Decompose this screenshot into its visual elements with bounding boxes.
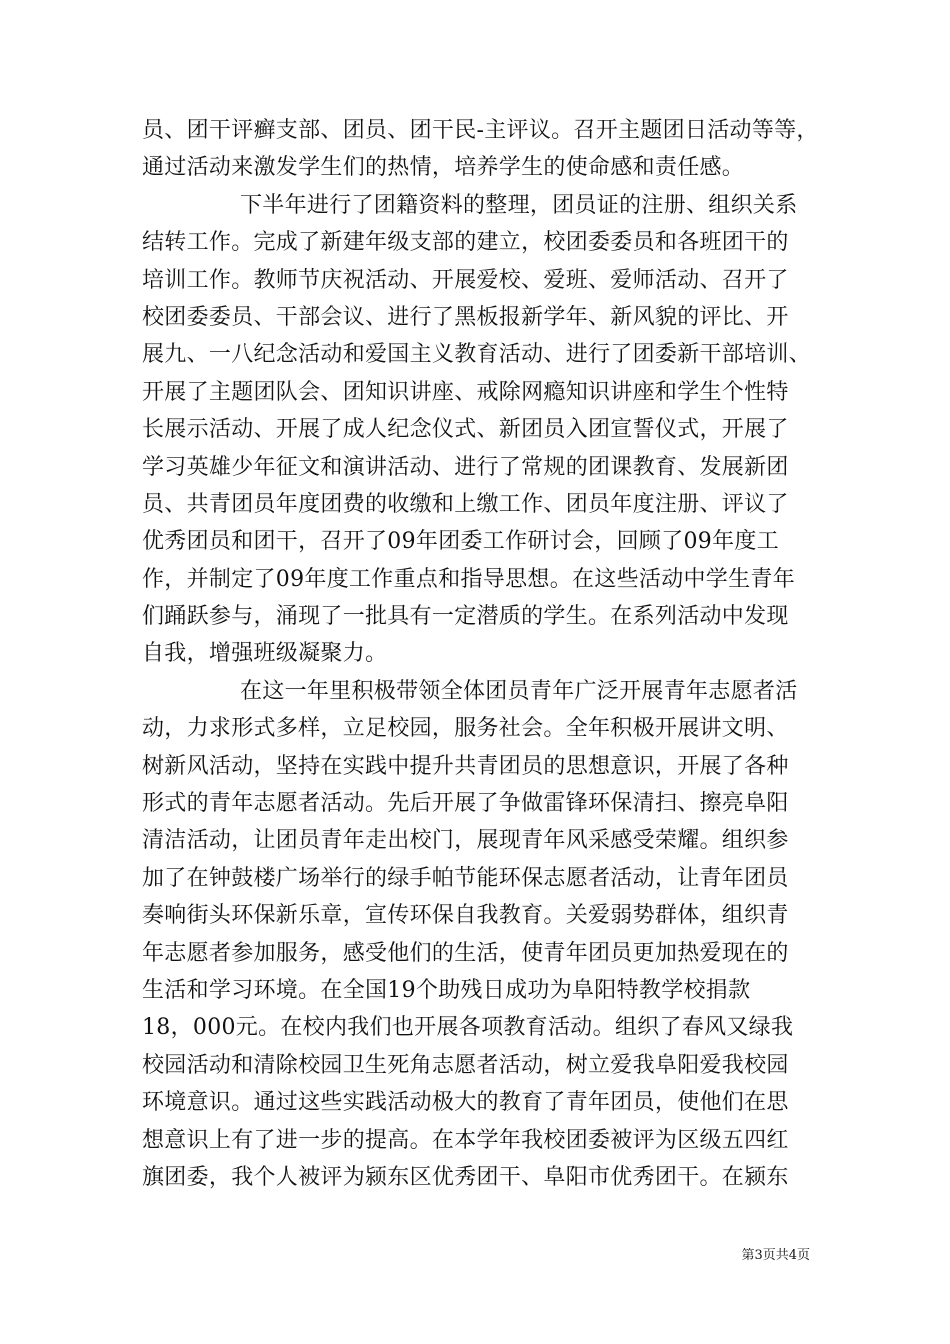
text-line: 在这一年里积极带领全体团员青年广泛开展青年志愿者活 <box>240 678 798 704</box>
text-line: 旗团委，我个人被评为颍东区优秀团干、阜阳市优秀团干。在颍东 <box>142 1164 789 1190</box>
text-line: 清洁活动，让团员青年走出校门，展现青年风采感受荣耀。组织参 <box>142 828 789 854</box>
text-line: 们踊跃参与，涌现了一批具有一定潜质的学生。在系列活动中发现 <box>142 604 789 630</box>
page-number-footer: 第3页共4页 <box>741 1248 810 1263</box>
text-line: 校团委委员、干部会议、进行了黑板报新学年、新风貌的评比、开 <box>142 304 789 330</box>
text-line: 自我，增强班级凝聚力。 <box>142 641 388 667</box>
text-line: 长展示活动、开展了成人纪念仪式、新团员入团宣誓仪式，开展了 <box>142 417 789 443</box>
text-line: 优秀团员和团干，召开了09年团委工作研讨会，回顾了09年度工 <box>142 529 779 555</box>
text-line: 展九、一八纪念活动和爱国主义教育活动、进行了团委新干部培训、 <box>142 342 812 368</box>
text-line: 下半年进行了团籍资料的整理，团员证的注册、组织关系 <box>240 192 798 218</box>
text-line: 树新风活动，坚持在实践中提升共青团员的思想意识，开展了各种 <box>142 753 789 779</box>
text-line: 员、团干评癣支部、团员、团干民-主评议。召开主题团日活动等等， <box>142 118 819 143</box>
text-line: 生活和学习环境。在全国19个助残日成功为阜阳特教学校捐款 <box>142 977 751 1003</box>
text-line: 学习英雄少年征文和演讲活动、进行了常规的团课教育、发展新团 <box>142 454 789 480</box>
text-line: 形式的青年志愿者活动。先后开展了争做雷锋环保清扫、擦亮阜阳 <box>142 791 789 817</box>
text-line: 开展了主题团队会、团知识讲座、戒除网瘾知识讲座和学生个性特 <box>142 379 789 405</box>
text-line: 校园活动和清除校园卫生死角志愿者活动，树立爱我阜阳爱我校园 <box>142 1052 789 1078</box>
text-line: 18，000元。在校内我们也开展各项教育活动。组织了春风又绿我 <box>142 1015 794 1041</box>
text-line: 年志愿者参加服务，感受他们的生活，使青年团员更加热爱现在的 <box>142 940 789 966</box>
text-line: 加了在钟鼓楼广场举行的绿手帕节能环保志愿者活动，让青年团员 <box>142 865 789 891</box>
text-line: 动，力求形式多样，立足校园，服务社会。全年积极开展讲文明、 <box>142 716 789 742</box>
text-line: 培训工作。教师节庆祝活动、开展爱校、爱班、爱师活动、召开了 <box>142 267 789 293</box>
text-line: 想意识上有了进一步的提高。在本学年我校团委被评为区级五四红 <box>142 1127 789 1153</box>
text-line: 通过活动来激发学生们的热情，培养学生的使命感和责任感。 <box>142 155 745 181</box>
document-body <box>142 112 819 1196</box>
text-line: 奏响街头环保新乐章，宣传环保自我教育。关爱弱势群体，组织青 <box>142 903 789 929</box>
text-line: 结转工作。完成了新建年级支部的建立，校团委委员和各班团干的 <box>142 230 789 256</box>
text-line: 作，并制定了09年度工作重点和指导思想。在这些活动中学生青年 <box>142 566 795 592</box>
paragraph-3 <box>142 673 810 1196</box>
text-line: 员、共青团员年度团费的收缴和上缴工作、团员年度注册、评议了 <box>142 491 789 517</box>
text-line: 环境意识。通过这些实践活动极大的教育了青年团员，使他们在思 <box>142 1090 789 1116</box>
paragraph-1 <box>142 112 819 187</box>
paragraph-2 <box>142 187 810 673</box>
